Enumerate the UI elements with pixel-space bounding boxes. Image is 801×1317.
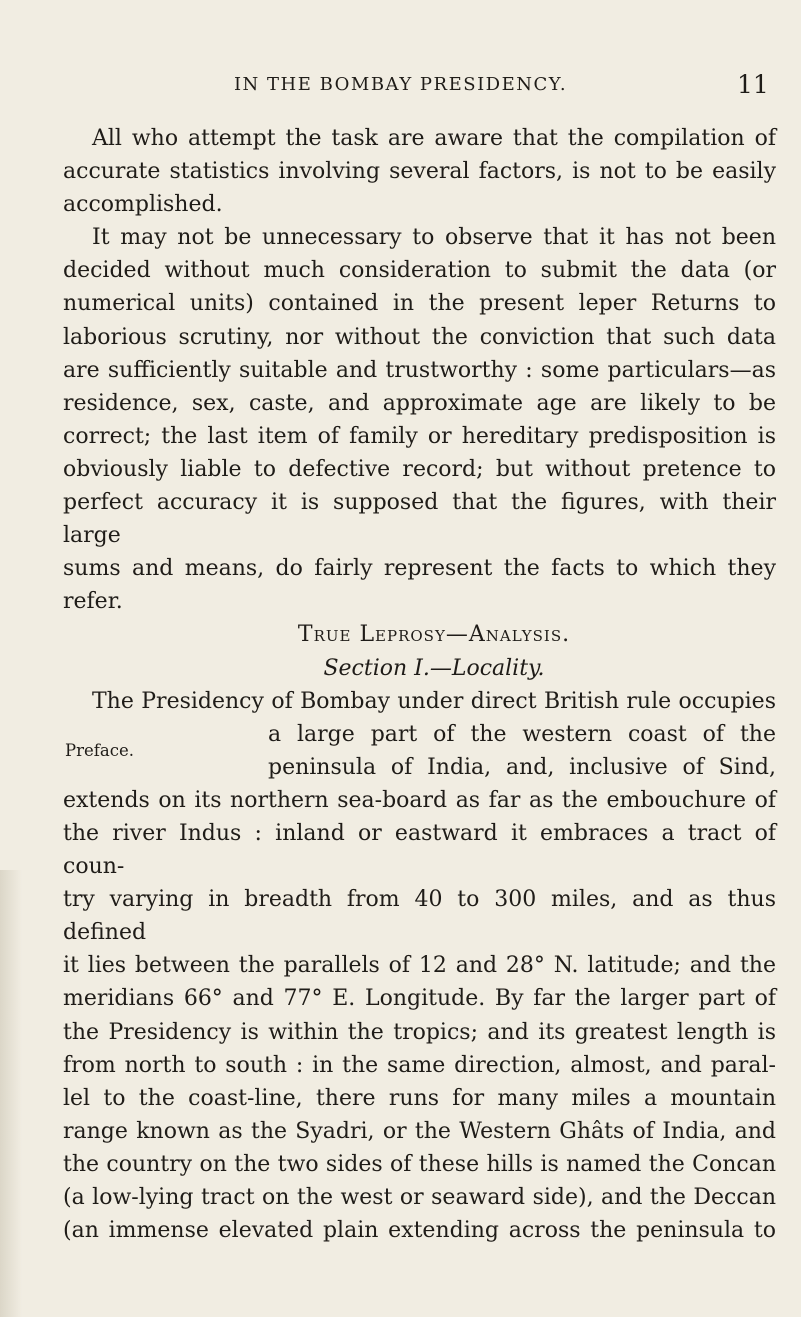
text-line: are sufficiently suitable and trustworthy : some particulars—as <box>63 357 776 383</box>
text-line: range known as the Syadri, or the Western Ghâts of India, and <box>63 1118 776 1144</box>
text-line: accurate statistics involving several factors, is not to be easily <box>63 159 776 185</box>
running-header: IN THE BOMBAY PRESIDENCY. <box>233 74 568 95</box>
text-line: perfect accuracy it is supposed that the figures, with their large <box>63 490 776 549</box>
text-line: the river Indus : inland or eastward it embraces a tract of coun- <box>63 820 776 880</box>
text-line: refer. <box>63 589 123 615</box>
section-subheading: Section I.—Locality. <box>323 655 545 681</box>
page-number: 11 <box>737 70 769 99</box>
text-line: it lies between the parallels of 12 and 28° N. latitude; and the <box>63 953 776 979</box>
text-line: The Presidency of Bombay under direct British rule occupies <box>92 688 776 714</box>
text-line: extends on its northern sea-board as far as the embouchure of <box>63 787 776 813</box>
section-heading: True Leprosy—Analysis. <box>297 622 571 648</box>
text-line: It may not be unnecessary to observe that it has not been <box>92 225 776 251</box>
text-line: obviously liable to defective record; but without pretence to <box>63 456 776 482</box>
text-line: (an immense elevated plain extending across the peninsula to <box>63 1218 776 1244</box>
paragraph-2 <box>63 221 776 618</box>
text-line: try varying in breadth from 40 to 300 miles, and as thus defined <box>63 887 776 946</box>
text-line: lel to the coast-line, there runs for many miles a mountain <box>63 1085 776 1111</box>
text-line: residence, sex, caste, and approximate age are likely to be <box>63 390 776 416</box>
binding-shadow <box>0 870 22 1317</box>
text-line: (a low-lying tract on the west or seaward side), and the Deccan <box>63 1185 776 1210</box>
text-line: correct; the last item of family or hereditary predisposition is <box>63 423 776 449</box>
paragraph-3 <box>63 685 776 718</box>
body-text <box>63 122 776 1247</box>
text-line: a large part of the western coast of the <box>268 721 776 747</box>
margin-note-block <box>63 718 776 784</box>
paragraph-3-continued <box>63 784 776 1247</box>
text-line: the country on the two sides of these hills is named the Concan <box>63 1151 776 1177</box>
text-line: sums and means, do fairly represent the facts to which they <box>63 556 776 582</box>
text-line: accomplished. <box>63 192 223 218</box>
paragraph-1 <box>63 122 776 221</box>
text-line: from north to south : in the same direction, almost, and paral- <box>63 1052 776 1078</box>
text-line: decided without much consideration to submit the data (or <box>63 258 776 284</box>
text-line: laborious scrutiny, nor without the conviction that such data <box>63 324 776 350</box>
text-line: All who attempt the task are aware that the compilation of <box>92 126 776 151</box>
text-line: peninsula of India, and, inclusive of Sind, <box>268 754 776 780</box>
margin-note: Preface. <box>65 741 134 761</box>
text-line: numerical units) contained in the present leper Returns to <box>63 291 776 317</box>
text-line: the Presidency is within the tropics; and its greatest length is <box>63 1019 776 1045</box>
text-line: meridians 66° and 77° E. Longitude. By far the larger part of <box>63 986 776 1012</box>
side-lines <box>268 718 776 784</box>
